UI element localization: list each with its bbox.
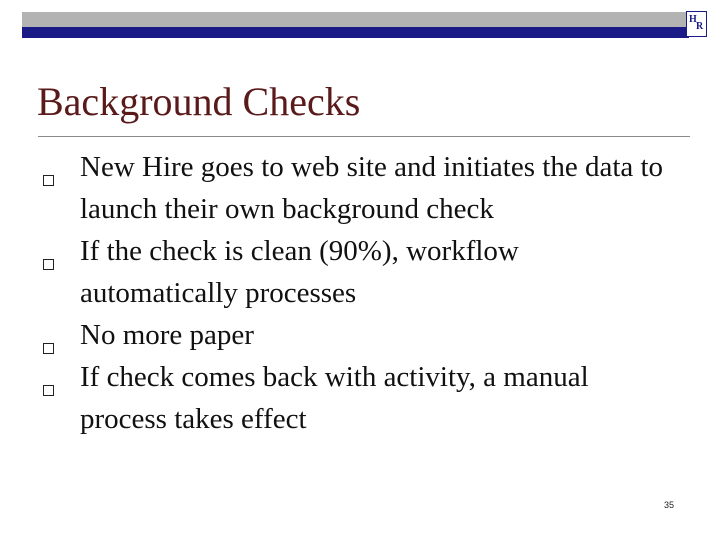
bullet-text: If check comes back with activity, a manual process takes effect bbox=[80, 361, 589, 435]
bullet-marker-icon bbox=[43, 175, 54, 186]
bullet-marker-icon bbox=[43, 343, 54, 354]
bullet-text: New Hire goes to web site and initiates the data to launch their own background check bbox=[80, 151, 664, 225]
page-number: 35 bbox=[664, 500, 675, 510]
slide-title: Background Checks bbox=[37, 79, 361, 124]
bullet-marker-icon bbox=[43, 385, 54, 396]
bullet-text: No more paper bbox=[80, 319, 254, 351]
hr-logo-letter-r: R bbox=[696, 21, 704, 32]
bullet-text: If the check is clean (90%), workflow automatically processes bbox=[80, 235, 519, 309]
bullet-marker-icon bbox=[43, 259, 54, 270]
hr-logo-letter-h: H bbox=[689, 14, 697, 25]
